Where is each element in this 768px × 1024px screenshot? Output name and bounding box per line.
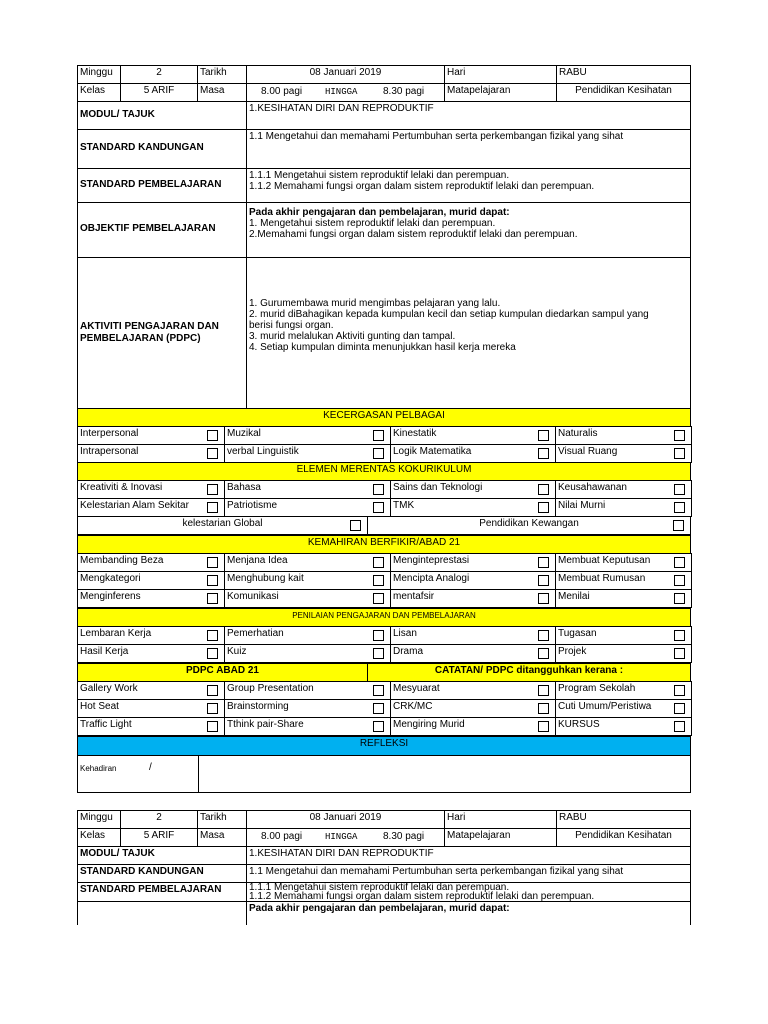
- checklist-item-label: Patriotisme: [227, 500, 278, 511]
- p2-kelas-label: Kelas: [77, 828, 121, 847]
- checkbox[interactable]: [538, 557, 549, 568]
- checklist-item-k1-0[interactable]: [77, 426, 225, 445]
- checklist-item-k2-2[interactable]: [390, 444, 556, 463]
- checklist-item-label: Kreativiti & Inovasi: [80, 482, 163, 493]
- aktiviti-line-2: 2. murid diBahagikan kepada kumpulan kecil dan setiap kumpulan diedarkan sampul yang: [249, 309, 649, 320]
- checkbox[interactable]: [373, 593, 384, 604]
- checkbox[interactable]: [538, 685, 549, 696]
- checkbox[interactable]: [674, 630, 685, 641]
- p2-masa-value: [246, 828, 445, 847]
- checklist-item-label: Traffic Light: [80, 719, 132, 730]
- p2-modul-label: MODUL/ TAJUK: [77, 846, 247, 865]
- checklist-item-p1-2[interactable]: [390, 626, 556, 645]
- aktiviti-label-line-1: AKTIVITI PENGAJARAN DAN: [80, 321, 219, 332]
- checklist-item-label: Menjana Idea: [227, 555, 288, 566]
- checklist-item-label: Brainstorming: [227, 701, 289, 712]
- aktiviti-line-1: 1. Gurumembawa murid mengimbas pelajaran yang lalu.: [249, 298, 501, 309]
- aktiviti-line-5: 4. Setiap kumpulan diminta menunjukkan hasil kerja mereka: [249, 342, 516, 353]
- masa-start: 8.00 pagi: [261, 86, 303, 97]
- checkbox[interactable]: [207, 448, 218, 459]
- checklist-item-label: Menilai: [558, 591, 590, 602]
- checkbox[interactable]: [373, 448, 384, 459]
- checklist-item-a2-3[interactable]: [555, 699, 692, 718]
- checklist-item-label: KURSUS: [558, 719, 600, 730]
- modul-label: MODUL/ TAJUK: [77, 101, 247, 130]
- checklist-item-label: Membanding Beza: [80, 555, 164, 566]
- checklist-item-a3-0[interactable]: [77, 717, 225, 736]
- checklist-item-label: Mesyuarat: [393, 683, 440, 694]
- refleksi-content[interactable]: [198, 755, 691, 793]
- checklist-item-a1-1[interactable]: [224, 681, 391, 700]
- penilaian-header: PENILAIAN PENGAJARAN DAN PEMBELAJARAN: [77, 608, 691, 627]
- p2-sp-line-1: 1.1.1 Mengetahui sistem reproduktif lelaki dan perempuan.: [249, 882, 510, 893]
- checkbox[interactable]: [207, 502, 218, 513]
- checklist-item-label: Menginteprestasi: [393, 555, 470, 566]
- hari-value: RABU: [556, 65, 691, 84]
- checklist-item-k1-1[interactable]: [224, 426, 391, 445]
- checklist-item-b2-2[interactable]: [390, 571, 556, 590]
- checkbox[interactable]: [373, 484, 384, 495]
- checkbox[interactable]: [207, 685, 218, 696]
- checklist-item-label: Mengkategori: [80, 573, 141, 584]
- checklist-item-a1-2[interactable]: [390, 681, 556, 700]
- checklist-item-label: Sains dan Teknologi: [393, 482, 483, 493]
- objektif-label: OBJEKTIF PEMBELAJARAN: [77, 202, 247, 258]
- checklist-item-label: Visual Ruang: [558, 446, 618, 457]
- checkbox[interactable]: [538, 448, 549, 459]
- kbat-header: KEMAHIRAN BERFIKIR/ABAD 21: [77, 535, 691, 554]
- checklist-item-b2-0[interactable]: [77, 571, 225, 590]
- checklist-item-label: Lisan: [393, 628, 417, 639]
- checklist-item-label: Membuat Rumusan: [558, 573, 646, 584]
- checkbox[interactable]: [538, 430, 549, 441]
- checkbox[interactable]: [207, 484, 218, 495]
- checklist-item-label: Kelestarian Alam Sekitar: [80, 500, 189, 511]
- checkbox[interactable]: [207, 703, 218, 714]
- checkbox[interactable]: [538, 630, 549, 641]
- checklist-item-label: Menginferens: [80, 591, 141, 602]
- checklist-item-b3-3[interactable]: [555, 589, 692, 608]
- checklist-item-a2-1[interactable]: [224, 699, 391, 718]
- objektif-intro: Pada akhir pengajaran dan pembelajaran, murid dapat:: [249, 207, 510, 218]
- checkbox[interactable]: [207, 557, 218, 568]
- masa-label: Masa: [197, 83, 247, 102]
- checkbox[interactable]: [373, 703, 384, 714]
- checkbox[interactable]: [373, 630, 384, 641]
- kecerdasan-header: KECERGASAN PELBAGAI: [77, 408, 691, 427]
- p2-sp-line-2: 1.1.2 Memahami fungsi organ dalam sistem reproduktif lelaki dan perempuan.: [249, 891, 595, 902]
- checklist-item-b1-3[interactable]: [555, 553, 692, 572]
- matapelajaran-label: Matapelajaran: [444, 83, 557, 102]
- checkbox[interactable]: [674, 721, 685, 732]
- standard-kandungan-value: 1.1 Mengetahui dan memahami Pertumbuhan serta perkembangan fizikal yang sihat: [246, 129, 691, 169]
- checklist-item-b2-1[interactable]: [224, 571, 391, 590]
- checklist-item-label: Nilai Murni: [558, 500, 606, 511]
- standard-kandungan-label: STANDARD KANDUNGAN: [77, 129, 247, 169]
- checklist-item-label: Tugasan: [558, 628, 597, 639]
- checkbox[interactable]: [373, 557, 384, 568]
- minggu-label: Minggu: [77, 65, 121, 84]
- checklist-item-label: Gallery Work: [80, 683, 138, 694]
- checkbox[interactable]: [207, 430, 218, 441]
- checkbox[interactable]: [674, 484, 685, 495]
- checklist-item-e1-3[interactable]: [555, 480, 692, 499]
- aktiviti-line-3: berisi fungsi organ.: [249, 320, 334, 331]
- checkbox[interactable]: [674, 703, 685, 714]
- p2-masa-separator: HINGGA: [325, 832, 358, 842]
- kehadiran-cell: [77, 755, 199, 793]
- checkbox[interactable]: [373, 430, 384, 441]
- checklist-item-p2-0[interactable]: [77, 644, 225, 663]
- checklist-item-e3-1[interactable]: [367, 516, 691, 535]
- p2-masa-end: 8.30 pagi: [383, 831, 425, 842]
- p2-tarikh-value: 08 Januari 2019: [246, 810, 445, 829]
- p2-hari-label: Hari: [444, 810, 557, 829]
- checklist-item-label: Muzikal: [227, 428, 261, 439]
- checkbox[interactable]: [373, 648, 384, 659]
- checklist-item-label: Kinestatik: [393, 428, 437, 439]
- masa-separator: HINGGA: [325, 87, 358, 97]
- p2-matapelajaran-label: Matapelajaran: [444, 828, 557, 847]
- p2-hari-value: RABU: [556, 810, 691, 829]
- checkbox[interactable]: [207, 721, 218, 732]
- objektif-line-1: 1. Mengetahui sistem reproduktif lelaki dan perempuan.: [249, 218, 496, 229]
- checklist-item-p2-2[interactable]: [390, 644, 556, 663]
- p2-minggu-value: 2: [120, 810, 198, 829]
- checklist-item-a1-3[interactable]: [555, 681, 692, 700]
- checklist-item-e2-2[interactable]: [390, 498, 556, 517]
- checklist-item-label: Kuiz: [227, 646, 247, 657]
- checklist-item-label: Bahasa: [227, 482, 261, 493]
- checklist-item-k2-1[interactable]: [224, 444, 391, 463]
- p2-kelas-value: 5 ARIF: [120, 828, 198, 847]
- checklist-item-b2-3[interactable]: [555, 571, 692, 590]
- checkbox[interactable]: [674, 593, 685, 604]
- p2-objektif-intro: Pada akhir pengajaran dan pembelajaran, murid dapat:: [246, 901, 691, 925]
- checklist-item-e1-0[interactable]: [77, 480, 225, 499]
- checkbox[interactable]: [207, 648, 218, 659]
- checklist-item-label: Keusahawanan: [558, 482, 627, 493]
- p2-sp-value: [246, 882, 691, 902]
- checklist-item-label: Lembaran Kerja: [80, 628, 152, 639]
- checkbox[interactable]: [674, 502, 685, 513]
- checklist-item-p2-1[interactable]: [224, 644, 391, 663]
- checkbox[interactable]: [538, 484, 549, 495]
- checkbox[interactable]: [350, 520, 361, 531]
- checklist-item-b3-2[interactable]: [390, 589, 556, 608]
- p2-masa-start: 8.00 pagi: [261, 831, 303, 842]
- checklist-item-label: CRK/MC: [393, 701, 433, 712]
- p2-modul-value: 1.KESIHATAN DIRI DAN REPRODUKTIF: [246, 846, 691, 865]
- checkbox[interactable]: [674, 557, 685, 568]
- checklist-item-label: mentafsir: [393, 591, 435, 602]
- checklist-item-label: Interpersonal: [80, 428, 139, 439]
- checklist-item-a3-3[interactable]: [555, 717, 692, 736]
- catatan-header: CATATAN/ PDPC ditangguhkan kerana :: [367, 663, 691, 682]
- checklist-item-e1-1[interactable]: [224, 480, 391, 499]
- kehadiran-label: Kehadiran: [80, 764, 117, 773]
- emk-header: ELEMEN MERENTAS KOKURIKULUM: [77, 462, 691, 481]
- checklist-item-b1-0[interactable]: [77, 553, 225, 572]
- checklist-item-label: TMK: [393, 500, 415, 511]
- standard-pembelajaran-label: STANDARD PEMBELAJARAN: [77, 168, 247, 203]
- checkbox[interactable]: [373, 502, 384, 513]
- tarikh-label: Tarikh: [197, 65, 247, 84]
- checklist-item-e2-3[interactable]: [555, 498, 692, 517]
- refleksi-header: REFLEKSI: [77, 736, 691, 756]
- checklist-item-e2-1[interactable]: [224, 498, 391, 517]
- checklist-item-b1-1[interactable]: [224, 553, 391, 572]
- checklist-item-label: Projek: [558, 646, 587, 657]
- p2-minggu-label: Minggu: [77, 810, 121, 829]
- tarikh-value: 08 Januari 2019: [246, 65, 445, 84]
- checklist-item-label: Group Presentation: [227, 683, 314, 694]
- sp-line-1: 1.1.1 Mengetahui sistem reproduktif lelaki dan perempuan.: [249, 170, 510, 181]
- checkbox[interactable]: [674, 448, 685, 459]
- checkbox[interactable]: [207, 593, 218, 604]
- checklist-item-label: Program Sekolah: [558, 683, 636, 694]
- checklist-item-label: Logik Matematika: [393, 446, 472, 457]
- checklist-item-label: Mencipta Analogi: [393, 573, 470, 584]
- aktiviti-label-line-2: PEMBELAJARAN (PDPC): [80, 333, 201, 344]
- p2-masa-label: Masa: [197, 828, 247, 847]
- aktiviti-value: [246, 257, 691, 409]
- checklist-item-label: Hot Seat: [80, 701, 119, 712]
- checkbox[interactable]: [674, 575, 685, 586]
- checklist-item-k1-3[interactable]: [555, 426, 692, 445]
- objektif-value: [246, 202, 691, 258]
- checklist-item-label: Naturalis: [558, 428, 598, 439]
- checklist-item-label: Intrapersonal: [80, 446, 139, 457]
- p2-sp-label: STANDARD PEMBELAJARAN: [77, 882, 247, 902]
- checkbox[interactable]: [674, 648, 685, 659]
- p2-sk-value: 1.1 Mengetahui dan memahami Pertumbuhan serta perkembangan fizikal yang sihat: [246, 864, 691, 883]
- checklist-item-a2-2[interactable]: [390, 699, 556, 718]
- kehadiran-value: /: [149, 762, 152, 773]
- p2-matapelajaran-value: Pendidikan Kesihatan: [556, 828, 691, 847]
- checklist-item-label: Pendidikan Kewangan: [479, 518, 579, 529]
- checkbox[interactable]: [538, 575, 549, 586]
- checkbox[interactable]: [373, 685, 384, 696]
- checkbox[interactable]: [207, 630, 218, 641]
- standard-pembelajaran-value: [246, 168, 691, 203]
- checklist-item-e2-0[interactable]: [77, 498, 225, 517]
- checklist-item-p1-3[interactable]: [555, 626, 692, 645]
- checkbox[interactable]: [207, 575, 218, 586]
- pdpc21-header: PDPC ABAD 21: [77, 663, 368, 682]
- checklist-item-label: Tthink pair-Share: [227, 719, 304, 730]
- checklist-item-p1-1[interactable]: [224, 626, 391, 645]
- checklist-item-label: Mengiring Murid: [393, 719, 465, 730]
- checklist-item-label: Komunikasi: [227, 591, 279, 602]
- checklist-item-b1-2[interactable]: [390, 553, 556, 572]
- checklist-item-a3-2[interactable]: [390, 717, 556, 736]
- checkbox[interactable]: [373, 575, 384, 586]
- objektif-line-2: 2.Memahami fungsi organ dalam sistem reproduktif lelaki dan perempuan.: [249, 229, 578, 240]
- kelas-label: Kelas: [77, 83, 121, 102]
- checklist-item-p2-3[interactable]: [555, 644, 692, 663]
- checklist-item-b3-0[interactable]: [77, 589, 225, 608]
- hari-label: Hari: [444, 65, 557, 84]
- checklist-item-k2-0[interactable]: [77, 444, 225, 463]
- checklist-item-label: kelestarian Global: [182, 518, 263, 529]
- checklist-item-b3-1[interactable]: [224, 589, 391, 608]
- checkbox[interactable]: [538, 502, 549, 513]
- p2-tarikh-label: Tarikh: [197, 810, 247, 829]
- checklist-item-label: Pemerhatian: [227, 628, 284, 639]
- p2-sk-label: STANDARD KANDUNGAN: [77, 864, 247, 883]
- checklist-item-e3-0[interactable]: [77, 516, 368, 535]
- masa-end: 8.30 pagi: [383, 86, 425, 97]
- checklist-item-k2-3[interactable]: [555, 444, 692, 463]
- p2-objektif-label: [77, 901, 247, 925]
- sp-line-2: 1.1.2 Memahami fungsi organ dalam sistem reproduktif lelaki dan perempuan.: [249, 181, 595, 192]
- checklist-item-p1-0[interactable]: [77, 626, 225, 645]
- checkbox[interactable]: [538, 703, 549, 714]
- checkbox[interactable]: [373, 721, 384, 732]
- checklist-item-k1-2[interactable]: [390, 426, 556, 445]
- matapelajaran-value: Pendidikan Kesihatan: [556, 83, 691, 102]
- checklist-item-e1-2[interactable]: [390, 480, 556, 499]
- checklist-item-label: Menghubung kait: [227, 573, 304, 584]
- minggu-value: 2: [120, 65, 198, 84]
- checklist-item-label: verbal Linguistik: [227, 446, 299, 457]
- checkbox[interactable]: [673, 520, 684, 531]
- checklist-item-a2-0[interactable]: [77, 699, 225, 718]
- checkbox[interactable]: [674, 430, 685, 441]
- kelas-value: 5 ARIF: [120, 83, 198, 102]
- checkbox[interactable]: [674, 685, 685, 696]
- checklist-item-a1-0[interactable]: [77, 681, 225, 700]
- checklist-item-label: Membuat Keputusan: [558, 555, 651, 566]
- checklist-item-label: Drama: [393, 646, 424, 657]
- modul-value: 1.KESIHATAN DIRI DAN REPRODUKTIF: [246, 101, 691, 130]
- checkbox[interactable]: [538, 648, 549, 659]
- checklist-item-label: Hasil Kerja: [80, 646, 129, 657]
- aktiviti-line-4: 3. murid melalukan Aktiviti gunting dan tampal.: [249, 331, 456, 342]
- checkbox[interactable]: [538, 593, 549, 604]
- checkbox[interactable]: [538, 721, 549, 732]
- checklist-item-a3-1[interactable]: [224, 717, 391, 736]
- checklist-item-label: Cuti Umum/Peristiwa: [558, 701, 652, 712]
- aktiviti-label: [77, 257, 247, 409]
- masa-value: [246, 83, 445, 102]
